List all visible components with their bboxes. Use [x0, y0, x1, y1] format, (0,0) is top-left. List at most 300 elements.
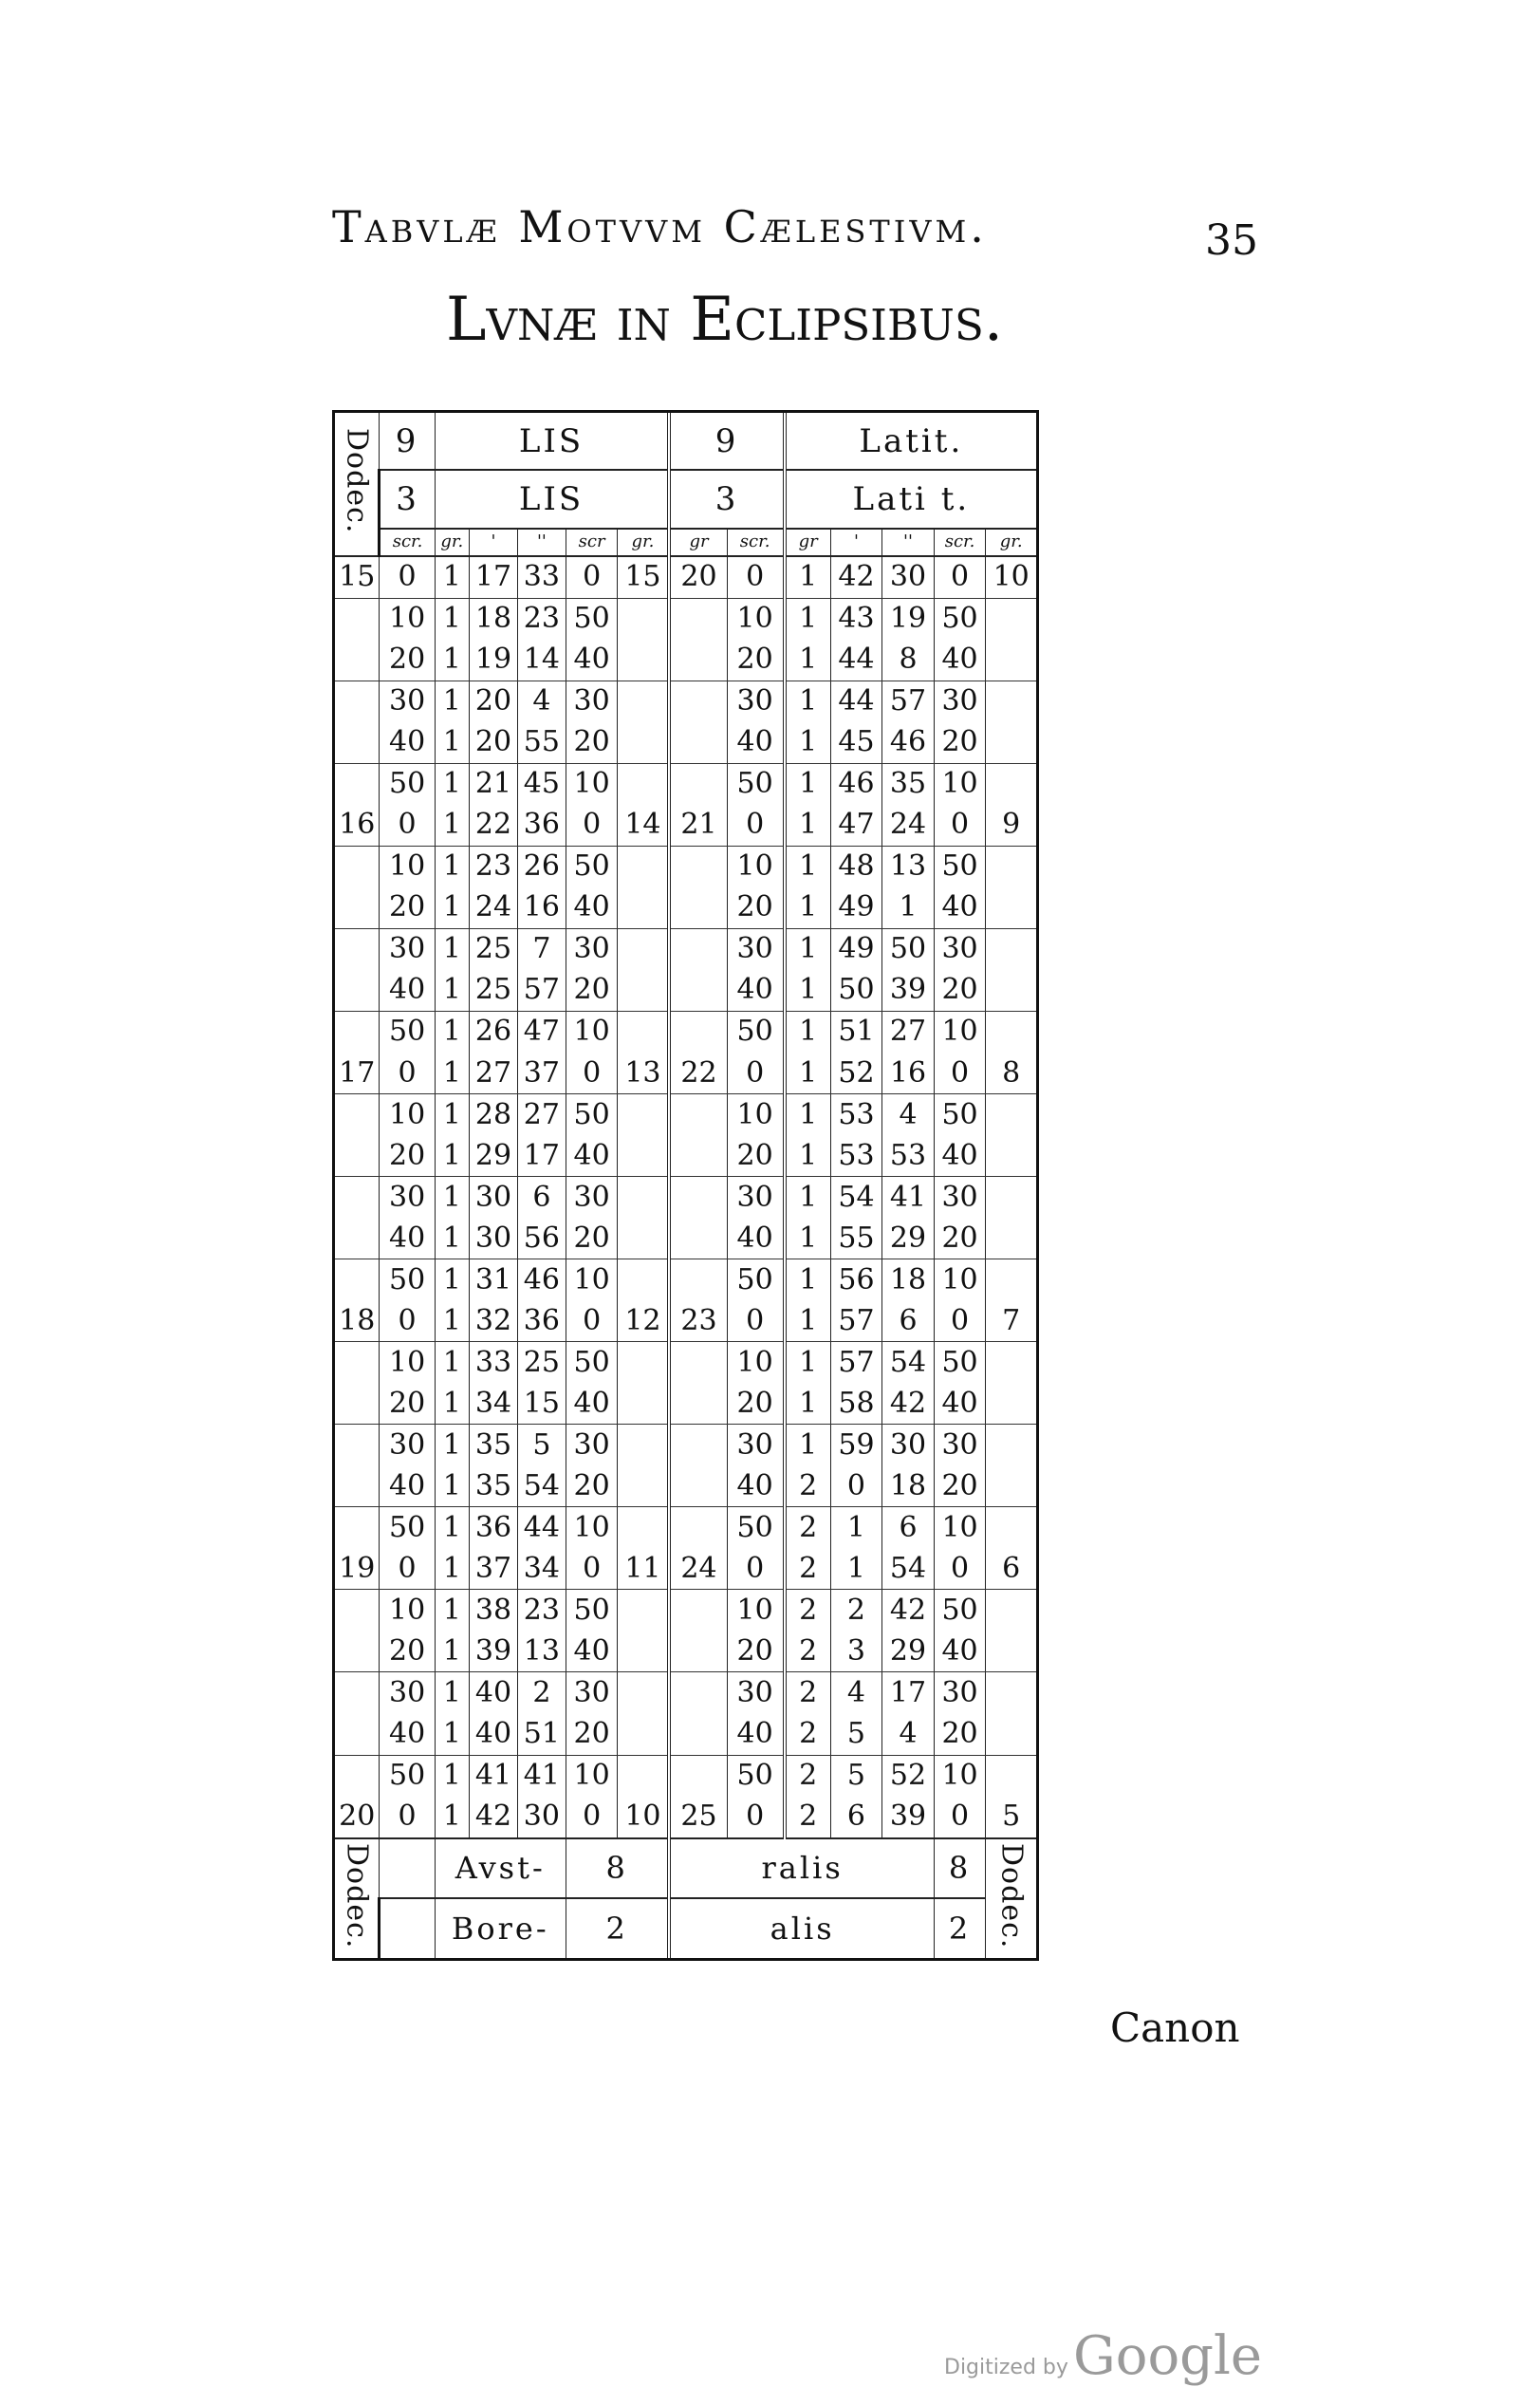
cell-lat-min: 4	[830, 1672, 882, 1714]
cell-scr-lis: 10	[566, 763, 618, 805]
cell-dodec-gr: 17	[334, 1053, 380, 1094]
cell-gr: 1	[435, 1507, 469, 1549]
cell-sec: 17	[517, 1135, 566, 1177]
table-title: Lvnæ in Eclipsibus.	[446, 285, 1004, 355]
cell-lat-sec: 30	[882, 1425, 935, 1466]
cell-sec: 57	[517, 970, 566, 1012]
cell-scr: 0	[380, 1548, 435, 1590]
cell-gr-3: 20	[669, 556, 727, 599]
cell-lat-sec: 39	[882, 970, 935, 1012]
cell-sec: 51	[517, 1713, 566, 1755]
cell-gr-right	[618, 1135, 670, 1177]
unit-gr-4: gr	[785, 529, 830, 556]
table-row	[334, 887, 1038, 929]
cell-lat-min: 5	[830, 1713, 882, 1755]
cell-scr-3: 0	[727, 1548, 785, 1590]
cell-lat-min: 53	[830, 1135, 882, 1177]
cell-gr: 1	[435, 846, 469, 887]
cell-dodec-gr	[334, 887, 380, 929]
cell-dodec-gr	[334, 1590, 380, 1632]
cell-lat-gr: 1	[785, 640, 830, 681]
cell-lat-gr: 1	[785, 763, 830, 805]
cell-gr: 1	[435, 928, 469, 970]
cell-dodec-gr-right: 6	[986, 1548, 1038, 1590]
cell-dodec-gr-right	[986, 846, 1038, 887]
cell-lat-scr: 40	[934, 1383, 986, 1425]
cell-dodec-gr-right	[986, 722, 1038, 764]
cell-scr-lis: 0	[566, 1548, 618, 1590]
cell-scr-lis: 30	[566, 1425, 618, 1466]
cell-lat-scr: 0	[934, 1548, 986, 1590]
footer-alis: alis	[669, 1898, 934, 1958]
cell-sec: 5	[517, 1425, 566, 1466]
cell-sec: 14	[517, 640, 566, 681]
cell-lat-scr: 10	[934, 1259, 986, 1301]
table-row	[334, 1259, 1038, 1301]
cell-gr-3	[669, 1465, 727, 1507]
cell-scr-lis: 40	[566, 887, 618, 929]
cell-scr-lis: 50	[566, 1590, 618, 1632]
cell-scr-lis: 30	[566, 1672, 618, 1714]
cell-gr: 1	[435, 1300, 469, 1342]
cell-gr-3	[669, 1177, 727, 1219]
cell-scr-lis: 10	[566, 1259, 618, 1301]
cell-gr: 1	[435, 1465, 469, 1507]
cell-lat-sec: 16	[882, 1053, 935, 1094]
cell-dodec-gr: 16	[334, 805, 380, 847]
cell-lat-gr: 1	[785, 1425, 830, 1466]
cell-scr: 10	[380, 598, 435, 640]
cell-gr-right: 11	[618, 1548, 670, 1590]
cell-scr-lis: 40	[566, 1631, 618, 1672]
cell-gr-3	[669, 1672, 727, 1714]
cell-lat-scr: 30	[934, 928, 986, 970]
cell-scr-3: 40	[727, 1218, 785, 1259]
cell-scr-3: 0	[727, 1300, 785, 1342]
eclipse-table-frame	[332, 410, 1039, 1961]
cell-lat-min: 59	[830, 1425, 882, 1466]
cell-lat-min: 52	[830, 1053, 882, 1094]
footer-8-right: 8	[934, 1838, 986, 1899]
cell-gr-3	[669, 763, 727, 805]
footer-2-left: 2	[566, 1898, 669, 1958]
cell-lat-sec: 39	[882, 1797, 935, 1838]
cell-gr-right	[618, 1755, 670, 1797]
cell-lat-sec: 53	[882, 1135, 935, 1177]
cell-gr-right: 12	[618, 1300, 670, 1342]
eclipse-table	[332, 413, 1039, 1958]
cell-gr-3: 25	[669, 1797, 727, 1838]
cell-min: 25	[470, 928, 518, 970]
header-lis-2: LIS	[435, 470, 669, 528]
cell-lat-min: 58	[830, 1383, 882, 1425]
cell-scr: 10	[380, 846, 435, 887]
unit-scr-2: scr	[566, 529, 618, 556]
digitized-watermark	[944, 2325, 1262, 2387]
cell-scr-lis: 0	[566, 1797, 618, 1838]
cell-lat-sec: 54	[882, 1342, 935, 1384]
cell-scr-3: 0	[727, 1797, 785, 1838]
cell-dodec-gr	[334, 1135, 380, 1177]
unit-sec: ''	[517, 529, 566, 556]
cell-gr-right	[618, 1094, 670, 1136]
cell-scr-lis: 0	[566, 805, 618, 847]
cell-scr-3: 40	[727, 1465, 785, 1507]
cell-lat-sec: 42	[882, 1590, 935, 1632]
cell-min: 35	[470, 1425, 518, 1466]
cell-lat-sec: 6	[882, 1300, 935, 1342]
cell-gr: 1	[435, 887, 469, 929]
cell-lat-min: 48	[830, 846, 882, 887]
cell-lat-scr: 0	[934, 1053, 986, 1094]
table-row	[334, 1425, 1038, 1466]
cell-sec: 46	[517, 1259, 566, 1301]
cell-scr: 40	[380, 1218, 435, 1259]
cell-dodec-gr-right	[986, 640, 1038, 681]
header-lis-1: LIS	[435, 413, 669, 470]
cell-lat-gr: 2	[785, 1672, 830, 1714]
cell-lat-sec: 19	[882, 598, 935, 640]
cell-scr-lis: 10	[566, 1507, 618, 1549]
cell-dodec-gr-right	[986, 1383, 1038, 1425]
cell-scr-lis: 40	[566, 1383, 618, 1425]
footer-blank-1	[380, 1838, 435, 1899]
cell-lat-sec: 50	[882, 928, 935, 970]
table-row	[334, 640, 1038, 681]
cell-lat-scr: 40	[934, 1135, 986, 1177]
cell-sec: 56	[517, 1218, 566, 1259]
cell-dodec-gr-right	[986, 1177, 1038, 1219]
table-row	[334, 1053, 1038, 1094]
running-head: Tabvlæ Motvvm Cælestivm.	[332, 201, 988, 252]
table-row	[334, 1135, 1038, 1177]
table-row	[334, 1755, 1038, 1797]
cell-dodec-gr: 18	[334, 1300, 380, 1342]
cell-lat-min: 49	[830, 887, 882, 929]
cell-scr: 40	[380, 722, 435, 764]
cell-gr: 1	[435, 805, 469, 847]
cell-scr: 30	[380, 1177, 435, 1219]
cell-lat-scr: 30	[934, 1177, 986, 1219]
header-3-left: 3	[380, 470, 435, 528]
cell-gr-right	[618, 1631, 670, 1672]
cell-lat-scr: 20	[934, 1465, 986, 1507]
cell-dodec-gr-right: 9	[986, 805, 1038, 847]
cell-sec: 6	[517, 1177, 566, 1219]
cell-lat-scr: 10	[934, 1507, 986, 1549]
table-row	[334, 1713, 1038, 1755]
footer-aust: Avst-	[435, 1838, 566, 1899]
cell-scr: 10	[380, 1094, 435, 1136]
watermark-brand: Google	[1073, 2325, 1263, 2387]
table-row	[334, 1218, 1038, 1259]
cell-min: 41	[470, 1755, 518, 1797]
cell-lat-gr: 1	[785, 681, 830, 722]
cell-lat-scr: 10	[934, 763, 986, 805]
cell-gr-3	[669, 1713, 727, 1755]
cell-scr: 50	[380, 1507, 435, 1549]
cell-scr-lis: 0	[566, 1300, 618, 1342]
cell-lat-scr: 40	[934, 887, 986, 929]
cell-dodec-gr-right: 5	[986, 1797, 1038, 1838]
cell-lat-scr: 50	[934, 1094, 986, 1136]
cell-lat-gr: 1	[785, 928, 830, 970]
footer-blank-2	[380, 1898, 435, 1958]
cell-gr-right	[618, 1177, 670, 1219]
cell-scr-3: 10	[727, 1590, 785, 1632]
unit-gr-2: gr.	[618, 529, 670, 556]
cell-scr-lis: 20	[566, 970, 618, 1012]
cell-scr: 20	[380, 887, 435, 929]
cell-lat-gr: 1	[785, 970, 830, 1012]
cell-dodec-gr	[334, 1425, 380, 1466]
cell-min: 20	[470, 681, 518, 722]
cell-gr-3	[669, 928, 727, 970]
cell-min: 17	[470, 556, 518, 599]
cell-sec: 34	[517, 1548, 566, 1590]
table-row	[334, 1548, 1038, 1590]
cell-lat-sec: 30	[882, 556, 935, 599]
cell-gr-right	[618, 846, 670, 887]
cell-lat-gr: 1	[785, 1177, 830, 1219]
cell-min: 29	[470, 1135, 518, 1177]
table-row	[334, 805, 1038, 847]
cell-gr-3: 23	[669, 1300, 727, 1342]
cell-gr-3	[669, 722, 727, 764]
cell-dodec-gr	[334, 1259, 380, 1301]
cell-scr-3: 40	[727, 1713, 785, 1755]
table-row	[334, 1672, 1038, 1714]
cell-dodec-gr-right: 8	[986, 1053, 1038, 1094]
cell-scr: 50	[380, 1755, 435, 1797]
table-row	[334, 1590, 1038, 1632]
cell-dodec-gr-right	[986, 887, 1038, 929]
cell-scr: 40	[380, 1713, 435, 1755]
cell-dodec-gr-right	[986, 1465, 1038, 1507]
cell-min: 19	[470, 640, 518, 681]
cell-min: 28	[470, 1094, 518, 1136]
cell-scr-lis: 50	[566, 846, 618, 887]
cell-dodec-gr-right	[986, 1755, 1038, 1797]
unit-gr-5: gr.	[986, 529, 1038, 556]
cell-sec: 45	[517, 763, 566, 805]
cell-gr-right	[618, 1465, 670, 1507]
cell-scr-3: 40	[727, 722, 785, 764]
cell-dodec-gr	[334, 846, 380, 887]
cell-dodec-gr	[334, 640, 380, 681]
table-row	[334, 763, 1038, 805]
cell-lat-sec: 52	[882, 1755, 935, 1797]
cell-scr-3: 20	[727, 1631, 785, 1672]
cell-scr-lis: 50	[566, 1342, 618, 1384]
cell-lat-sec: 29	[882, 1631, 935, 1672]
cell-lat-scr: 50	[934, 846, 986, 887]
cell-dodec-gr	[334, 763, 380, 805]
cell-scr-3: 40	[727, 970, 785, 1012]
cell-lat-scr: 0	[934, 556, 986, 599]
cell-lat-gr: 1	[785, 887, 830, 929]
cell-dodec-gr	[334, 1094, 380, 1136]
cell-min: 23	[470, 846, 518, 887]
cell-lat-scr: 20	[934, 1713, 986, 1755]
cell-gr-right	[618, 1425, 670, 1466]
cell-scr-lis: 30	[566, 681, 618, 722]
cell-dodec-gr-right: 7	[986, 1300, 1038, 1342]
cell-scr-3: 30	[727, 1425, 785, 1466]
cell-scr: 50	[380, 1259, 435, 1301]
cell-sec: 13	[517, 1631, 566, 1672]
cell-lat-gr: 2	[785, 1631, 830, 1672]
header-9-right: 9	[669, 413, 784, 470]
cell-gr-3	[669, 1755, 727, 1797]
cell-min: 40	[470, 1713, 518, 1755]
cell-sec: 41	[517, 1755, 566, 1797]
side-label-left: Dodec.	[334, 413, 380, 556]
table-row	[334, 970, 1038, 1012]
cell-lat-sec: 35	[882, 763, 935, 805]
cell-scr-3: 10	[727, 1342, 785, 1384]
cell-lat-gr: 2	[785, 1548, 830, 1590]
cell-min: 34	[470, 1383, 518, 1425]
cell-lat-sec: 8	[882, 640, 935, 681]
cell-sec: 36	[517, 805, 566, 847]
header-latit-1: Latit.	[785, 413, 1038, 470]
table-row	[334, 928, 1038, 970]
cell-scr-3: 50	[727, 1011, 785, 1053]
cell-gr-3	[669, 598, 727, 640]
cell-sec: 15	[517, 1383, 566, 1425]
cell-dodec-gr	[334, 1342, 380, 1384]
cell-scr-lis: 30	[566, 928, 618, 970]
cell-gr: 1	[435, 598, 469, 640]
cell-dodec-gr-right	[986, 1094, 1038, 1136]
cell-sec: 36	[517, 1300, 566, 1342]
cell-scr-3: 30	[727, 928, 785, 970]
cell-lat-min: 51	[830, 1011, 882, 1053]
cell-lat-scr: 40	[934, 1631, 986, 1672]
cell-sec: 37	[517, 1053, 566, 1094]
unit-gr: gr.	[435, 529, 469, 556]
cell-scr-3: 30	[727, 1672, 785, 1714]
cell-lat-scr: 30	[934, 681, 986, 722]
cell-scr-lis: 10	[566, 1755, 618, 1797]
cell-gr-3	[669, 1011, 727, 1053]
cell-gr-3	[669, 1631, 727, 1672]
cell-lat-scr: 0	[934, 805, 986, 847]
cell-scr: 20	[380, 1383, 435, 1425]
cell-lat-scr: 30	[934, 1672, 986, 1714]
cell-gr: 1	[435, 556, 469, 599]
cell-scr-lis: 40	[566, 1135, 618, 1177]
cell-lat-min: 44	[830, 640, 882, 681]
header-latit-2: Lati t.	[785, 470, 1038, 528]
cell-gr-3	[669, 1135, 727, 1177]
cell-gr-right	[618, 763, 670, 805]
page-number: 35	[1205, 216, 1258, 265]
cell-gr: 1	[435, 681, 469, 722]
cell-lat-min: 6	[830, 1797, 882, 1838]
cell-lat-min: 55	[830, 1218, 882, 1259]
cell-lat-sec: 18	[882, 1259, 935, 1301]
cell-scr: 0	[380, 805, 435, 847]
cell-scr: 30	[380, 681, 435, 722]
cell-scr: 20	[380, 1631, 435, 1672]
cell-lat-min: 3	[830, 1631, 882, 1672]
cell-lat-scr: 20	[934, 970, 986, 1012]
cell-dodec-gr-right	[986, 1259, 1038, 1301]
cell-gr-3	[669, 1094, 727, 1136]
catchword: Canon	[1110, 2005, 1240, 2051]
cell-dodec-gr-right	[986, 1713, 1038, 1755]
cell-lat-min: 56	[830, 1259, 882, 1301]
cell-scr: 30	[380, 928, 435, 970]
cell-sec: 23	[517, 1590, 566, 1632]
cell-gr-3: 22	[669, 1053, 727, 1094]
cell-lat-scr: 10	[934, 1011, 986, 1053]
cell-min: 30	[470, 1218, 518, 1259]
cell-min: 39	[470, 1631, 518, 1672]
cell-scr: 40	[380, 970, 435, 1012]
cell-dodec-gr: 20	[334, 1797, 380, 1838]
cell-lat-min: 43	[830, 598, 882, 640]
cell-sec: 27	[517, 1094, 566, 1136]
cell-scr-3: 50	[727, 763, 785, 805]
cell-lat-gr: 1	[785, 1383, 830, 1425]
table-row	[334, 1094, 1038, 1136]
cell-sec: 23	[517, 598, 566, 640]
cell-lat-min: 0	[830, 1465, 882, 1507]
unit-sec-4: ''	[882, 529, 935, 556]
cell-lat-gr: 1	[785, 1218, 830, 1259]
table-row	[334, 846, 1038, 887]
cell-gr-right	[618, 1713, 670, 1755]
cell-scr: 10	[380, 1342, 435, 1384]
cell-dodec-gr-right	[986, 1507, 1038, 1549]
cell-dodec-gr-right	[986, 1590, 1038, 1632]
cell-min: 32	[470, 1300, 518, 1342]
header-units-row	[334, 529, 1038, 556]
cell-sec: 55	[517, 722, 566, 764]
cell-gr-right	[618, 928, 670, 970]
table-row	[334, 598, 1038, 640]
cell-gr-right	[618, 1218, 670, 1259]
cell-scr: 0	[380, 1053, 435, 1094]
cell-lat-min: 50	[830, 970, 882, 1012]
cell-scr: 50	[380, 763, 435, 805]
cell-lat-min: 47	[830, 805, 882, 847]
unit-min-4: '	[830, 529, 882, 556]
cell-gr-3: 21	[669, 805, 727, 847]
cell-lat-gr: 1	[785, 846, 830, 887]
cell-lat-min: 42	[830, 556, 882, 599]
cell-dodec-gr	[334, 1672, 380, 1714]
cell-sec: 4	[517, 681, 566, 722]
cell-gr-3	[669, 1425, 727, 1466]
cell-min: 36	[470, 1507, 518, 1549]
cell-gr: 1	[435, 970, 469, 1012]
cell-lat-sec: 13	[882, 846, 935, 887]
cell-sec: 47	[517, 1011, 566, 1053]
cell-dodec-gr: 15	[334, 556, 380, 599]
cell-scr-3: 0	[727, 805, 785, 847]
header-9-left: 9	[380, 413, 435, 470]
cell-scr-lis: 10	[566, 1011, 618, 1053]
cell-lat-scr: 30	[934, 1425, 986, 1466]
cell-lat-scr: 10	[934, 1755, 986, 1797]
cell-lat-gr: 2	[785, 1755, 830, 1797]
cell-gr-right	[618, 681, 670, 722]
cell-min: 33	[470, 1342, 518, 1384]
